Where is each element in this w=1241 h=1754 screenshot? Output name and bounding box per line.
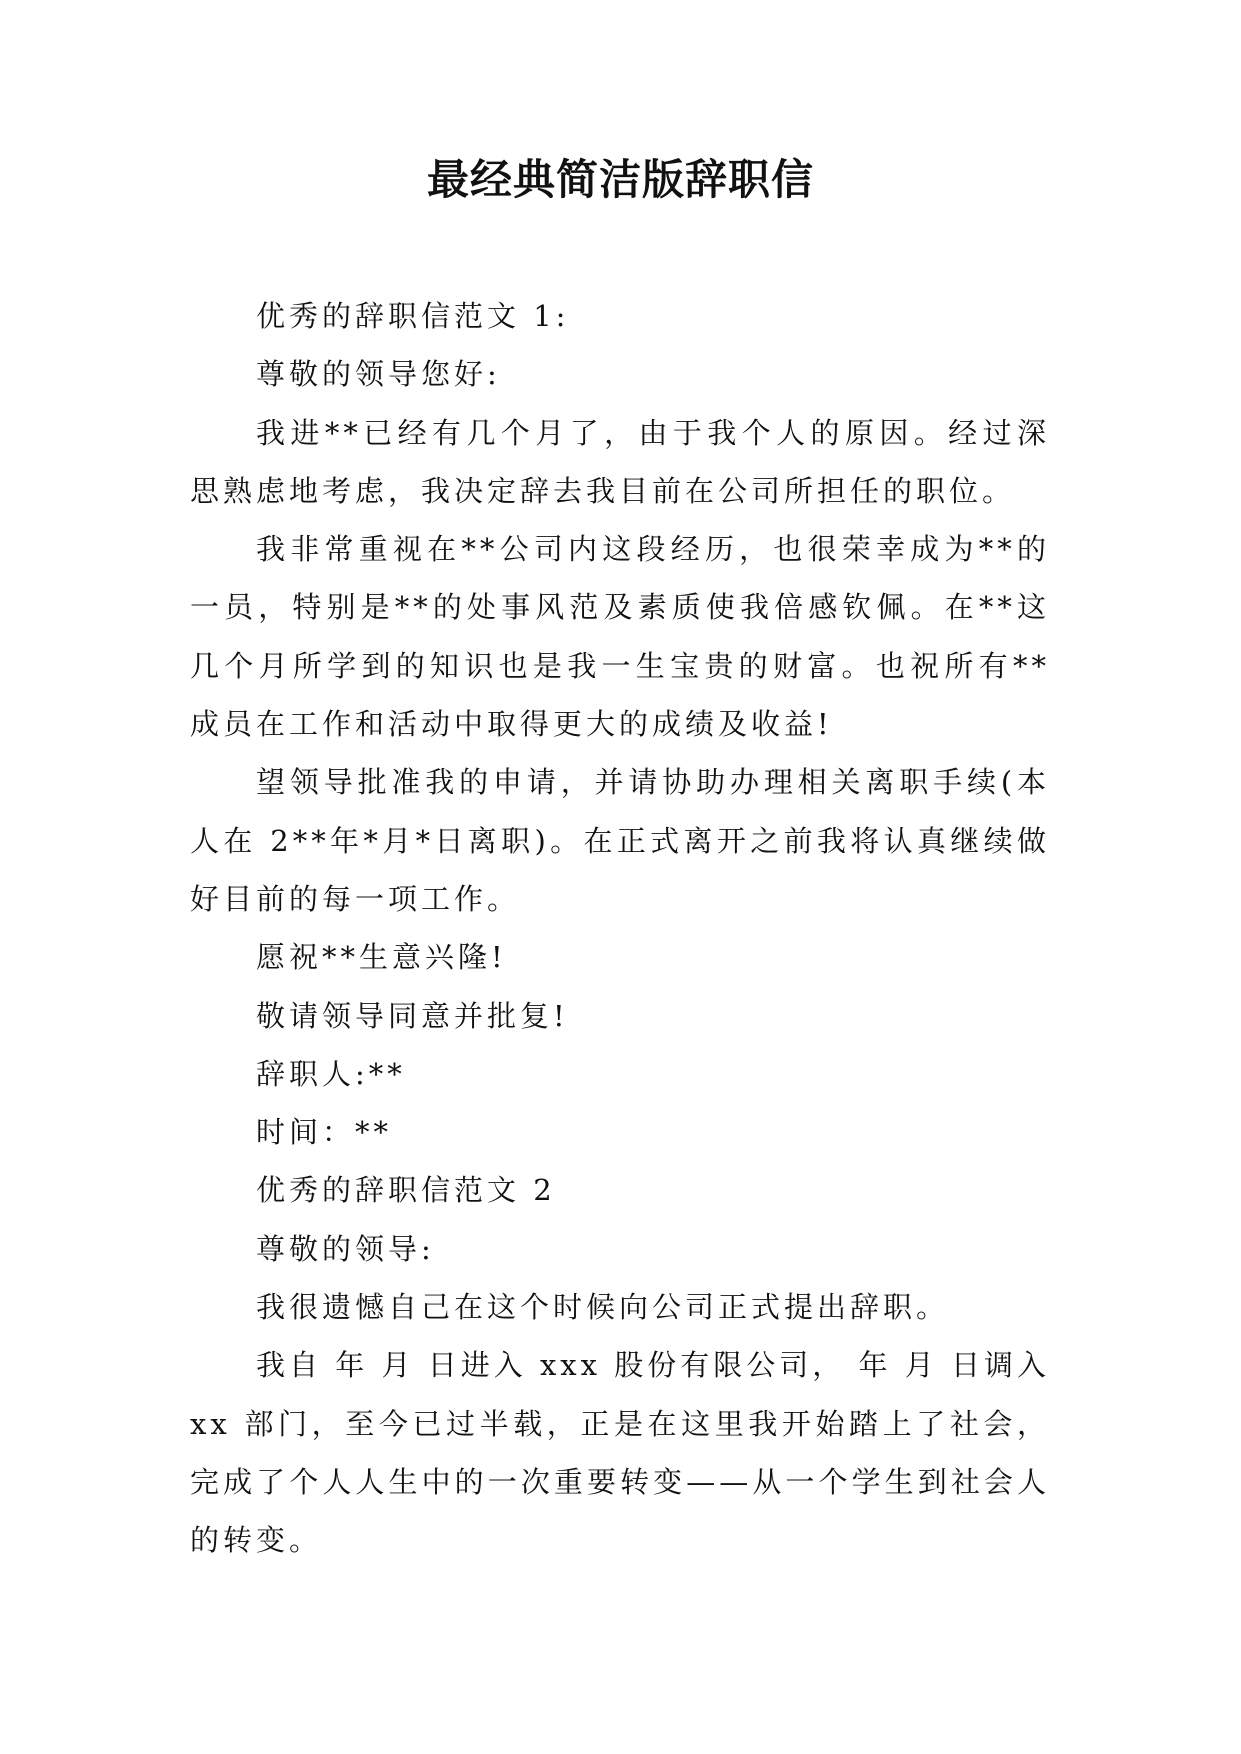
document-body xyxy=(190,287,1050,1570)
paragraph-approval-request: 敬请领导同意并批复! xyxy=(256,998,569,1033)
paragraph-request: 望领导批准我的申请，并请协助办理相关离职手续(本人在 2**年*月*日离职)。在正式离开之前我将认真继续做好目前的每一项工作。 xyxy=(190,765,1050,916)
paragraph-date: 时间：** xyxy=(256,1115,393,1150)
paragraph-resignation-reason: 我进**已经有几个月了，由于我个人的原因。经过深思熟虑地考虑，我决定辞去我目前在公司所担任的职位。 xyxy=(190,415,1050,508)
paragraph-wish: 愿祝**生意兴隆! xyxy=(256,940,507,975)
paragraph-salutation-2: 尊敬的领导: xyxy=(256,1231,435,1266)
paragraph-salutation-1: 尊敬的领导您好: xyxy=(256,357,501,392)
paragraph-history: 我自 年 月 日进入 xxx 股份有限公司， 年 月 日调入 xx 部门，至今已过半载，正是在这里我开始踏上了社会，完成了个人人生中的一次重要转变——从一个学生到社会人的转变。 xyxy=(190,1348,1050,1558)
paragraph-gratitude: 我非常重视在**公司内这段经历，也很荣幸成为**的一员，特别是**的处事风范及素质使我倍感钦佩。在**这几个月所学到的知识也是我一生宝贵的财富。也祝所有**成员在工作和活动中取得更大的成绩及收益! xyxy=(190,532,1050,742)
paragraph-signatory: 辞职人:** xyxy=(256,1056,406,1091)
paragraph-regret: 我很遗憾自己在这个时候向公司正式提出辞职。 xyxy=(256,1290,950,1325)
document-title: 最经典简洁版辞职信 xyxy=(426,155,814,204)
paragraph-sample-1-heading: 优秀的辞职信范文 1: xyxy=(256,299,570,333)
paragraph-sample-2-heading: 优秀的辞职信范文 2 xyxy=(256,1173,556,1208)
